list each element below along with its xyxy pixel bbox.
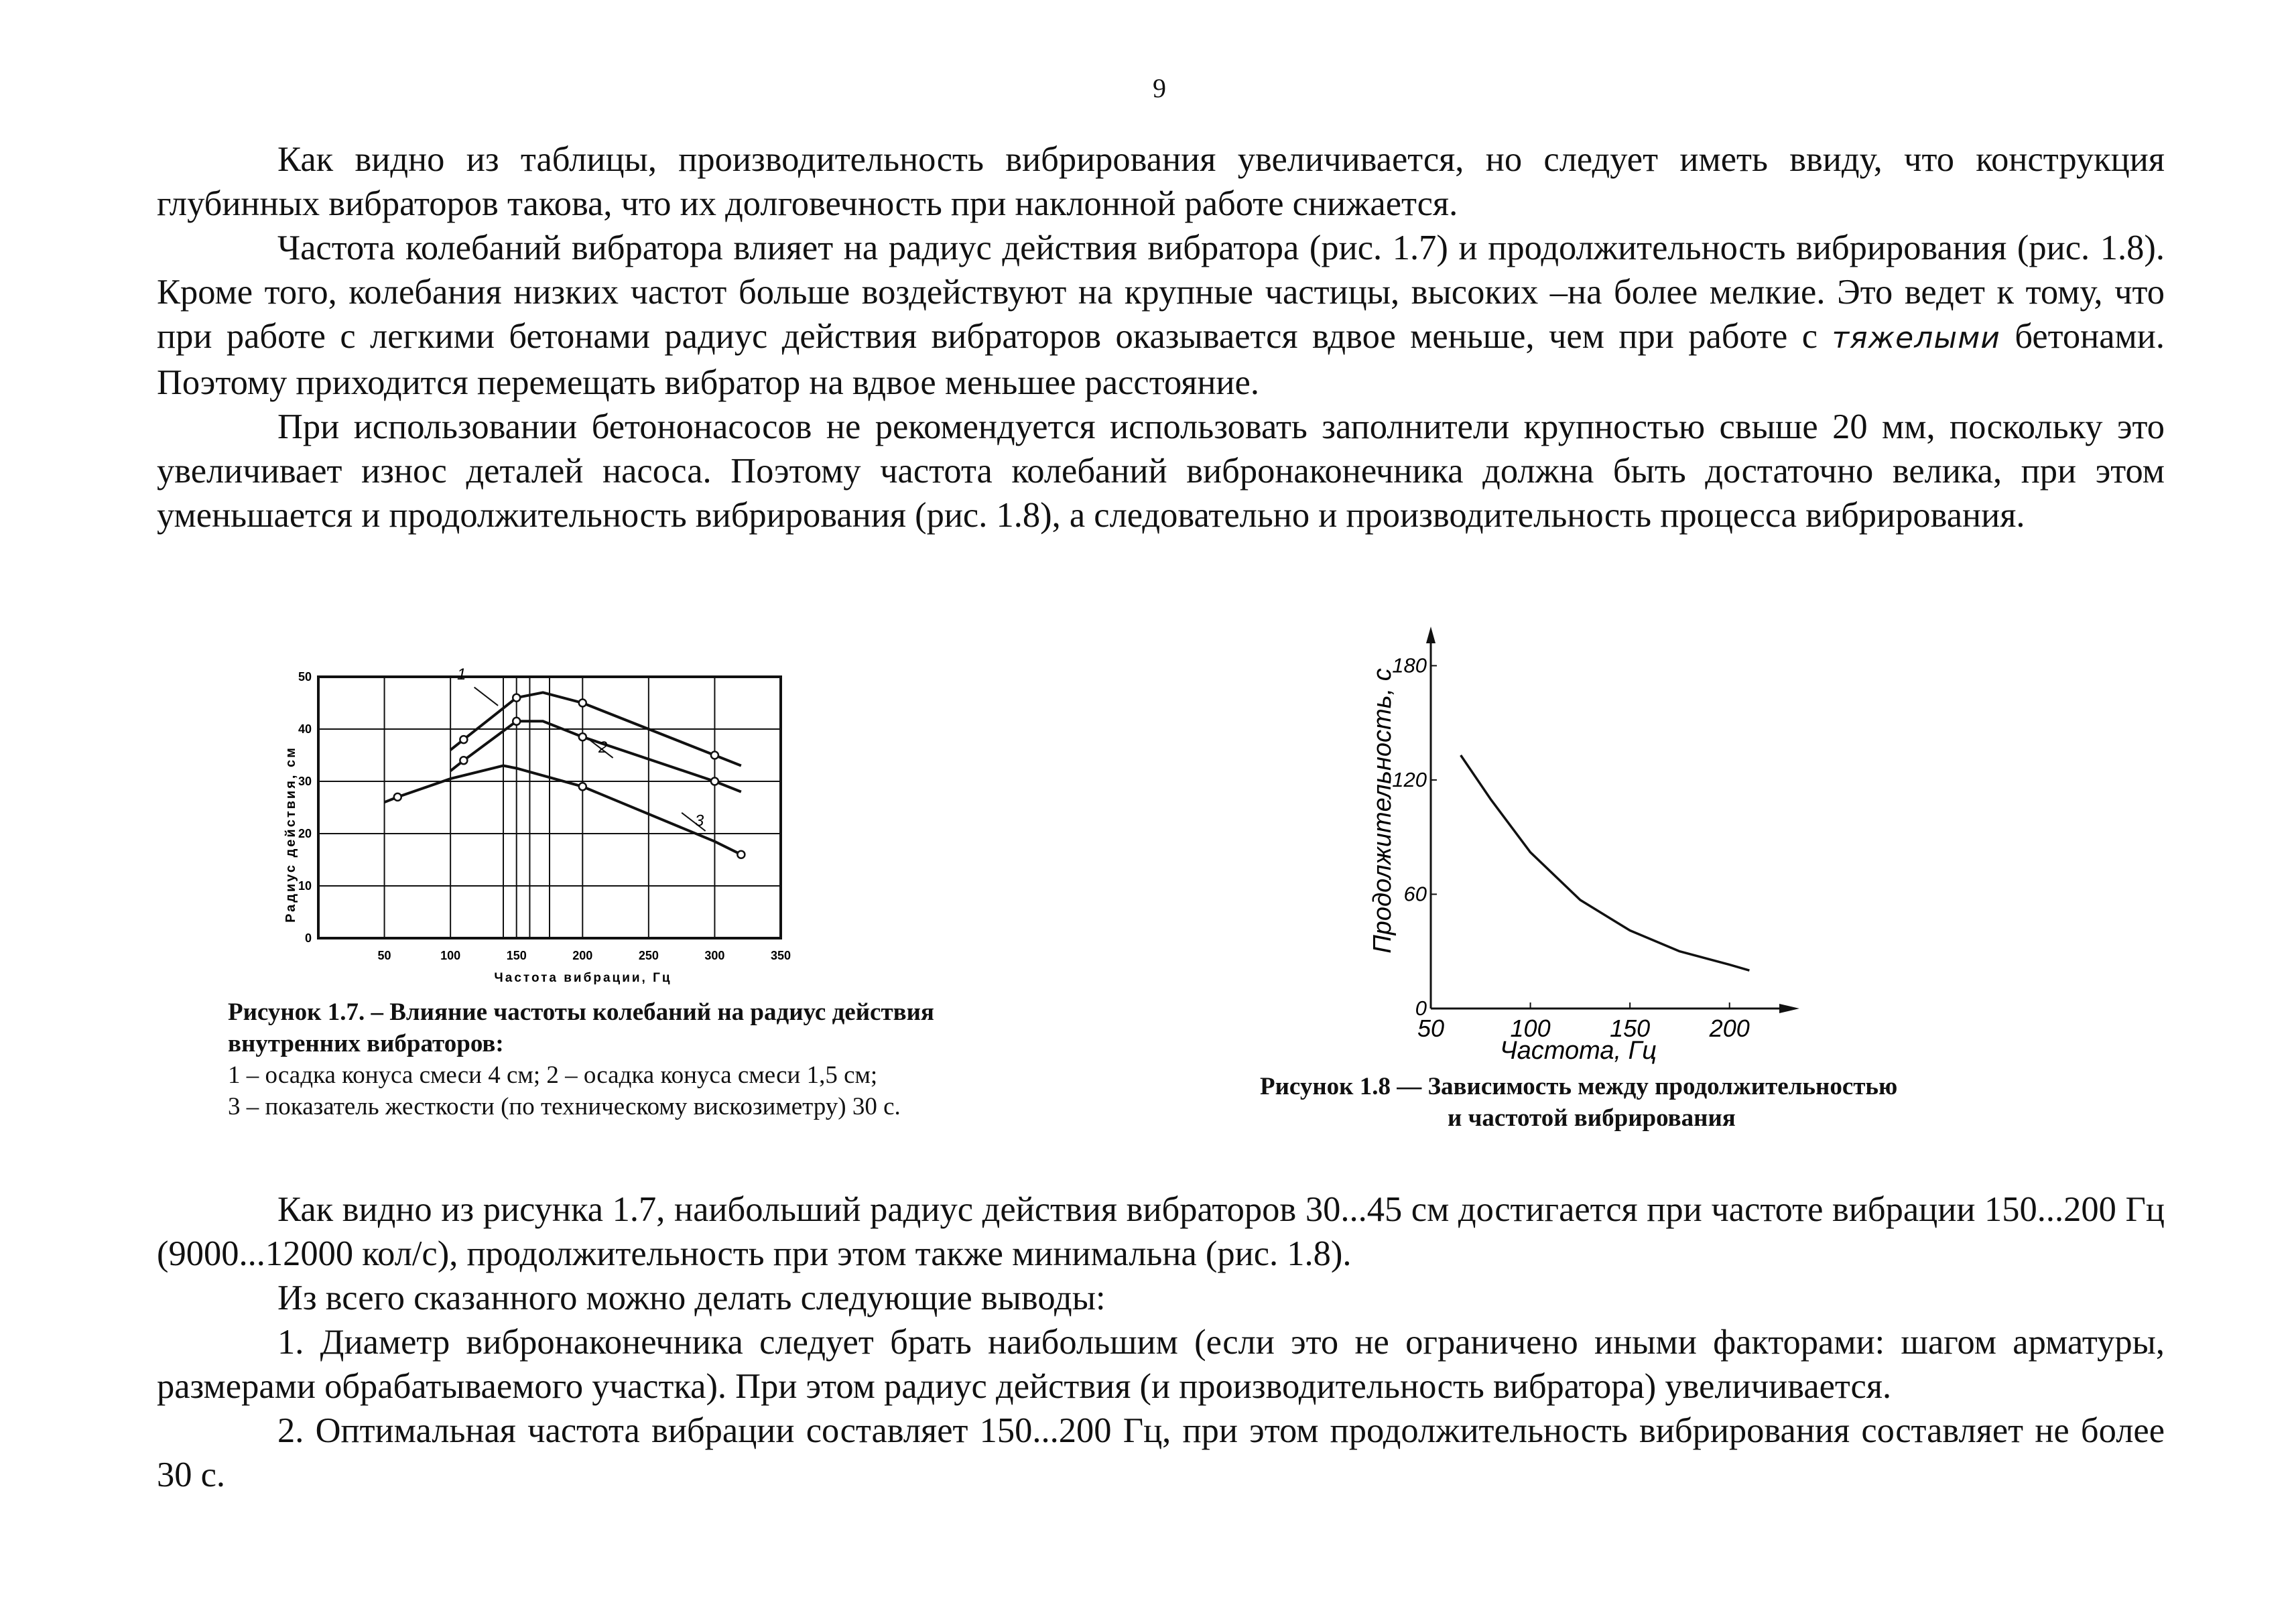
paragraph: 2. Оптимальная частота вибрации составляет 150...200 Гц, при этом продолжительность вибрирования составляет не более 30 с. [157, 1411, 2165, 1494]
fig1-x-tick: 100 [440, 949, 461, 962]
fig1-curve-label: 1 [457, 667, 466, 684]
caption-line: 1 – осадка конуса смеси 4 см; 2 – осадка конуса смеси 1,5 см; [228, 1061, 878, 1089]
fig1-point [711, 752, 718, 759]
fig2-x-tick: 150 [1610, 1015, 1651, 1042]
fig1-y-label: Радиус действия, см [283, 746, 298, 923]
fig1-point [394, 793, 401, 801]
fig1-point [579, 700, 586, 707]
figure-1-7-chart [268, 667, 818, 995]
paragraph-text: бетонами. Поэтому приходится перемещать вибратор на вдвое меньшее расстояние. [157, 317, 2165, 402]
fig1-x-tick: 350 [770, 949, 791, 962]
paragraph: Из всего сказанного можно делать следующие выводы: [277, 1279, 1106, 1317]
fig1-curve-label: 2 [598, 738, 608, 757]
fig2-x-label: Частота, Гц [1500, 1037, 1657, 1065]
fig1-point [460, 757, 467, 764]
body-text-bottom [157, 1187, 2165, 1497]
fig1-y-tick: 20 [298, 827, 312, 840]
figure-1-7-caption [228, 996, 1032, 1122]
figure-1-8-chart [1360, 616, 1843, 1079]
caption-line: и частотой вибрирования [1448, 1104, 1736, 1132]
fig2-y-tick: 0 [1415, 996, 1427, 1020]
fig2-series-line [1461, 755, 1750, 970]
body-text-top [157, 137, 2165, 537]
fig2-y-tick: 60 [1403, 882, 1427, 906]
fig1-point [460, 736, 467, 743]
page-number: 9 [1153, 73, 1166, 103]
paragraph: При использовании бетононасосов не рекомендуется использовать заполнители крупностью свыше 20 мм, поскольку это увеличивает износ деталей насоса. Поэтому частота колебаний вибронаконечника должна быть достаточно велика, при этом уменьшается и продолжительность вибрирования (рис. 1.8), а следовательно и производительность процесса вибрирования. [157, 407, 2165, 535]
fig1-x-tick: 200 [572, 949, 593, 962]
figure-1-7 [268, 667, 818, 998]
fig2-y-tick: 120 [1392, 767, 1427, 791]
paragraph-text: чем при работе с [1549, 317, 1818, 356]
fig2-x-tick: 50 [1417, 1015, 1445, 1042]
handwritten-word: тяжелыми [1832, 321, 2000, 355]
fig1-x-tick: 250 [638, 949, 659, 962]
fig1-label-leader [474, 688, 498, 706]
fig2-x-tick: 100 [1510, 1015, 1551, 1042]
fig1-point [579, 733, 586, 740]
fig2-y-label: Продолжительность, с [1368, 668, 1397, 954]
fig1-x-tick: 150 [506, 949, 527, 962]
figure-1-8-caption [1260, 1071, 2037, 1134]
paragraph [157, 226, 2165, 405]
fig1-x-label: Частота вибрации, Гц [494, 971, 672, 985]
fig1-x-tick: 50 [377, 949, 391, 962]
paragraph-text: Частота колебаний вибратора влияет на радиус действия вибратора (рис. 1.7) и продолжительность вибрирования (рис. 1.8). Кроме того, колебания низких частот больше воздействуют на крупные частицы, высоких –на более мелкие. Это ведет к тому, что при работе с легкими бетонами радиус действия вибраторов оказывается вдвое меньше, [157, 229, 2165, 356]
figure-1-8 [1360, 616, 1843, 1082]
caption-line: 3 – показатель жесткости (по техническому вискозиметру) 30 с. [228, 1093, 901, 1120]
fig2-x-arrow [1779, 1004, 1799, 1013]
fig1-point [513, 694, 520, 702]
paragraph: Как видно из рисунка 1.7, наибольший радиус действия вибраторов 30...45 см достигается при частоте вибрации 150...200 Гц (9000...12000 кол/с), продолжительность при этом также минимальна (рис. 1.8). [157, 1190, 2165, 1273]
caption-line: Рисунок 1.8 — Зависимость между продолжительностью [1260, 1073, 1898, 1100]
caption-title: Рисунок 1.7. – Влияние частоты колебаний на радиус действия внутренних вибраторов: [228, 998, 934, 1057]
fig1-y-tick: 50 [298, 670, 312, 684]
fig1-y-tick: 40 [298, 722, 312, 736]
fig1-point [737, 851, 745, 858]
fig2-x-tick: 200 [1709, 1015, 1750, 1042]
fig1-y-tick: 0 [304, 931, 312, 945]
fig2-y-arrow [1426, 627, 1436, 643]
fig1-point [579, 783, 586, 790]
paragraph: 1. Диаметр вибронаконечника следует брать наибольшим (если это не ограничено иными факторами: шагом арматуры, размерами обрабатываемого участка). При этом радиус действия (и производительность вибратора) увеличивается. [157, 1323, 2165, 1406]
fig1-y-tick: 10 [298, 879, 312, 893]
fig1-point [513, 718, 520, 725]
fig2-y-tick: 180 [1392, 653, 1427, 677]
fig1-series-3 [385, 766, 741, 855]
fig1-curve-label: 3 [694, 812, 704, 830]
fig1-point [711, 778, 718, 785]
fig1-y-tick: 30 [298, 775, 312, 788]
paragraph: Как видно из таблицы, производительность вибрирования увеличивается, но следует иметь ввиду, что конструкция глубинных вибраторов такова, что их долговечность при наклонной работе снижается. [157, 140, 2165, 223]
fig1-x-tick: 300 [704, 949, 725, 962]
